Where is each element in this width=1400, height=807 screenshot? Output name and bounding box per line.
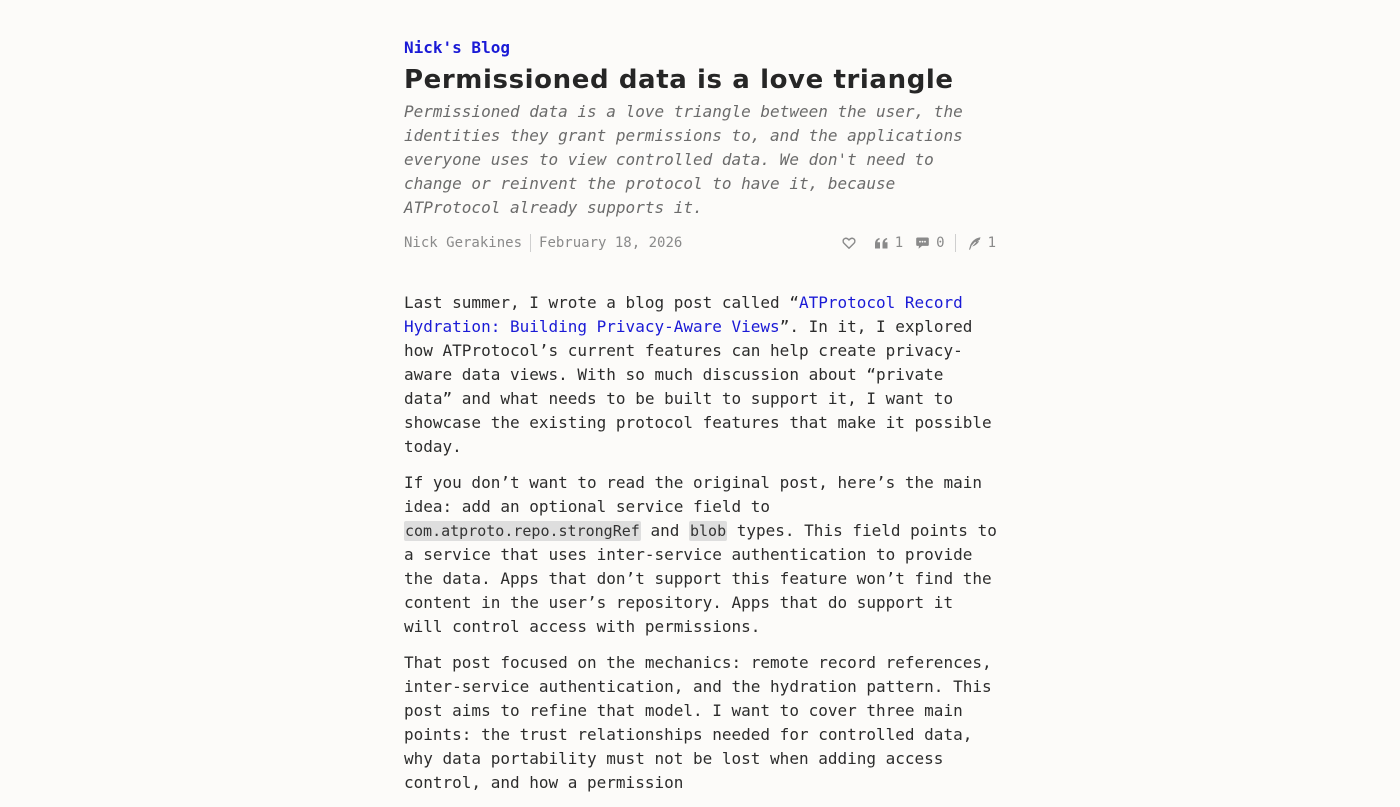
byline	[404, 233, 682, 253]
quill-icon	[967, 236, 982, 251]
code-strongref: com.atproto.repo.strongRef	[405, 522, 640, 540]
repost-count: 1	[987, 235, 996, 251]
paragraph-text: If you don’t want to read the original post, here’s the main idea: add an optional service field to	[404, 473, 982, 516]
quote-button[interactable]	[874, 233, 903, 253]
divider	[530, 234, 531, 252]
blog-name-link[interactable]: Nick's Blog	[404, 38, 510, 57]
heart-icon	[842, 236, 856, 250]
original-post-link[interactable]: ATProtocol Record Hydration: Building Privacy-Aware Views	[404, 293, 963, 336]
comment-icon	[915, 236, 930, 250]
post-container	[404, 36, 998, 807]
paragraph-text: types. This field points to a service that uses inter-service authentication to provide the data. Apps that don’t support this feature won’t find the content in the user’s repository. Apps that do support it will control access with permissions.	[404, 521, 997, 636]
post-date: February 18, 2026	[539, 235, 683, 251]
paragraph: That post focused on the mechanics: remote record references, inter-service authentication, and the hydration pattern. This post aims to refine that model. I want to cover three main points: the trust relationships needed for controlled data, why data portability must not be lost when adding access control, and how a permission	[404, 653, 992, 792]
code-blob: blob	[689, 522, 727, 540]
paragraph-text: and	[640, 521, 689, 540]
paragraph	[404, 291, 998, 459]
quote-icon	[874, 237, 889, 250]
comment-count: 0	[936, 235, 945, 251]
divider	[955, 234, 956, 252]
comment-button[interactable]	[915, 233, 944, 253]
like-button[interactable]	[842, 236, 862, 250]
paragraph-text: ”. In it, I explored how ATProtocol’s current features can help create privacy-aware data views. With so much discussion about “private data” and what needs to be built to support it, I want to showcase the existing protocol features that make it possible today.	[404, 317, 992, 456]
article-body	[404, 291, 998, 795]
paragraph-text: Last summer, I wrote a blog post called “	[404, 293, 799, 312]
quote-count: 1	[894, 235, 904, 251]
author-name[interactable]: Nick Gerakines	[404, 235, 523, 251]
engagement-stats	[830, 233, 996, 253]
post-subtitle: Permissioned data is a love triangle between the user, the identities they grant permissions to, and the applications everyone uses to view controlled data. We don't need to change or reinvent the protocol to have it, because ATProtocol already supports it.	[404, 102, 963, 217]
paragraph	[404, 471, 998, 639]
post-meta	[404, 233, 998, 253]
repost-button[interactable]	[967, 233, 996, 253]
post-title: Permissioned data is a love triangle	[404, 65, 954, 95]
